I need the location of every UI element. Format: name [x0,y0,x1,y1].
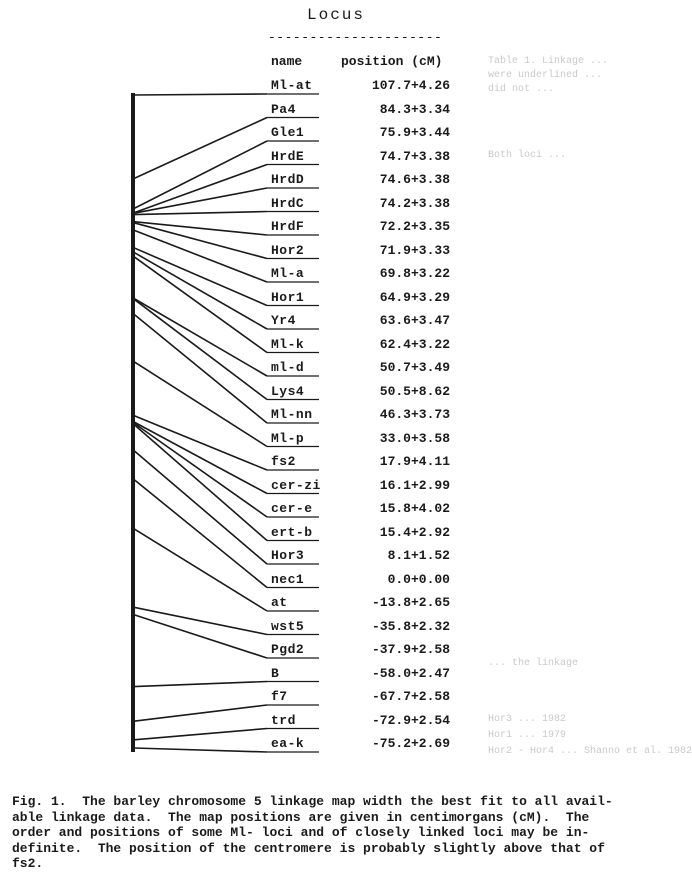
locus-name: ea-k [271,736,305,751]
locus-row [0,196,669,216]
locus-name: HrdD [271,172,305,187]
locus-position: 46.3+3.73 [379,407,450,422]
locus-name: wst5 [271,618,305,634]
locus-position: 74.2+3.38 [379,195,450,211]
locus-row [0,102,669,122]
locus-name: nec1 [271,571,305,587]
locus-name: HrdC [271,195,305,211]
locus-name: Ml-k [271,336,305,352]
locus-position: 75.9+3.44 [379,125,450,140]
locus-row [0,666,669,686]
locus-position: 17.9+4.11 [379,454,450,469]
locus-row [0,619,669,639]
locus-row [0,149,669,169]
locus-name: Ml-nn [271,407,313,422]
locus-position: 107.7+4.26 [371,78,450,93]
locus-position: 84.3+3.34 [379,101,450,117]
locus-name: ert-b [271,524,313,540]
locus-position: 50.5+8.62 [379,383,450,399]
locus-position: 15.4+2.92 [379,524,450,540]
bleed-through-text: Hor1 ... 1979 [488,730,567,741]
bleed-through-text: Both loci ... [488,150,567,161]
locus-row [0,431,669,451]
locus-position: -75.2+2.69 [371,736,450,751]
locus-row [0,172,669,192]
bleed-through-text: did not ... [488,84,555,95]
locus-position: 15.8+4.02 [379,501,450,516]
locus-position: -58.0+2.47 [371,665,450,681]
locus-position: 69.8+3.22 [379,266,450,281]
bleed-through-text: Table 1. Linkage ... [488,56,609,67]
locus-name: HrdE [271,148,305,164]
locus-row [0,125,669,145]
locus-row [0,689,669,709]
locus-name: Pa4 [271,101,296,117]
locus-position: 63.6+3.47 [379,313,450,328]
locus-row [0,501,669,521]
locus-position: 0.0+0.00 [387,571,450,587]
locus-position: 62.4+3.22 [379,336,450,352]
locus-name: Hor2 [271,242,305,258]
locus-name: Ml-p [271,430,305,446]
locus-position: 8.1+1.52 [387,548,450,563]
bleed-through-text: Hor3 ... 1982 [488,714,567,725]
locus-position: 16.1+2.99 [379,477,450,493]
locus-position: -37.9+2.58 [371,642,450,657]
locus-position: 74.7+3.38 [379,148,450,164]
heading-rule: --------------------- [268,30,443,45]
locus-name: Hor1 [271,289,305,305]
locus-name: Lys4 [271,383,305,399]
locus-position: 50.7+3.49 [379,360,450,375]
locus-row [0,454,669,474]
bleed-through-text: Hor2 - Hor4 ... Shanno et al. 1982 [488,746,692,757]
locus-position: 64.9+3.29 [379,289,450,305]
locus-row [0,243,669,263]
locus-name: Gle1 [271,125,305,140]
locus-position: -13.8+2.65 [371,595,450,610]
locus-name: trd [271,712,296,728]
locus-row [0,219,669,239]
bleed-through-text: were underlined ... [488,70,603,81]
locus-row [0,525,669,545]
locus-row [0,736,669,756]
locus-name: Yr4 [271,313,296,328]
locus-position: 72.2+3.35 [379,219,450,234]
bleed-through-text: ... the linkage [488,658,579,669]
locus-row [0,337,669,357]
locus-name: f7 [271,689,288,704]
locus-row [0,313,669,333]
locus-row [0,548,669,568]
figure-caption: Fig. 1. The barley chromosome 5 linkage map width the best fit to all avail- able linkage data. The map positions are given in centimorgans (cM). The order and positions of some Ml- loci and of closely linked loci may be in- definite. The position of the centromere is probably slightly above that of fs2. [12,794,613,871]
locus-row [0,713,669,733]
locus-row [0,290,669,310]
locus-position: 74.6+3.38 [379,172,450,187]
locus-name: Ml-a [271,266,305,281]
locus-position: -35.8+2.32 [371,618,450,634]
figure-heading: Locus [307,6,366,24]
locus-row [0,407,669,427]
locus-row [0,360,669,380]
locus-name: B [271,665,280,681]
locus-name: Ml-at [271,78,313,93]
locus-name: fs2 [271,454,296,469]
locus-row [0,384,669,404]
locus-row [0,478,669,498]
locus-position: -67.7+2.58 [371,689,450,704]
locus-row [0,595,669,615]
locus-position: -72.9+2.54 [371,712,450,728]
locus-row [0,78,669,98]
locus-name: Hor3 [271,548,305,563]
locus-name: HrdF [271,219,305,234]
locus-name: cer-e [271,501,313,516]
column-header-name: name [271,54,303,69]
locus-row [0,266,669,286]
locus-name: cer-zi [271,477,321,493]
locus-name: at [271,595,288,610]
locus-row [0,642,669,662]
locus-position: 33.0+3.58 [379,430,450,446]
locus-name: ml-d [271,360,305,375]
locus-row [0,572,669,592]
column-header-position: position (cM) [341,54,443,69]
locus-name: Pgd2 [271,642,305,657]
locus-position: 71.9+3.33 [379,242,450,258]
